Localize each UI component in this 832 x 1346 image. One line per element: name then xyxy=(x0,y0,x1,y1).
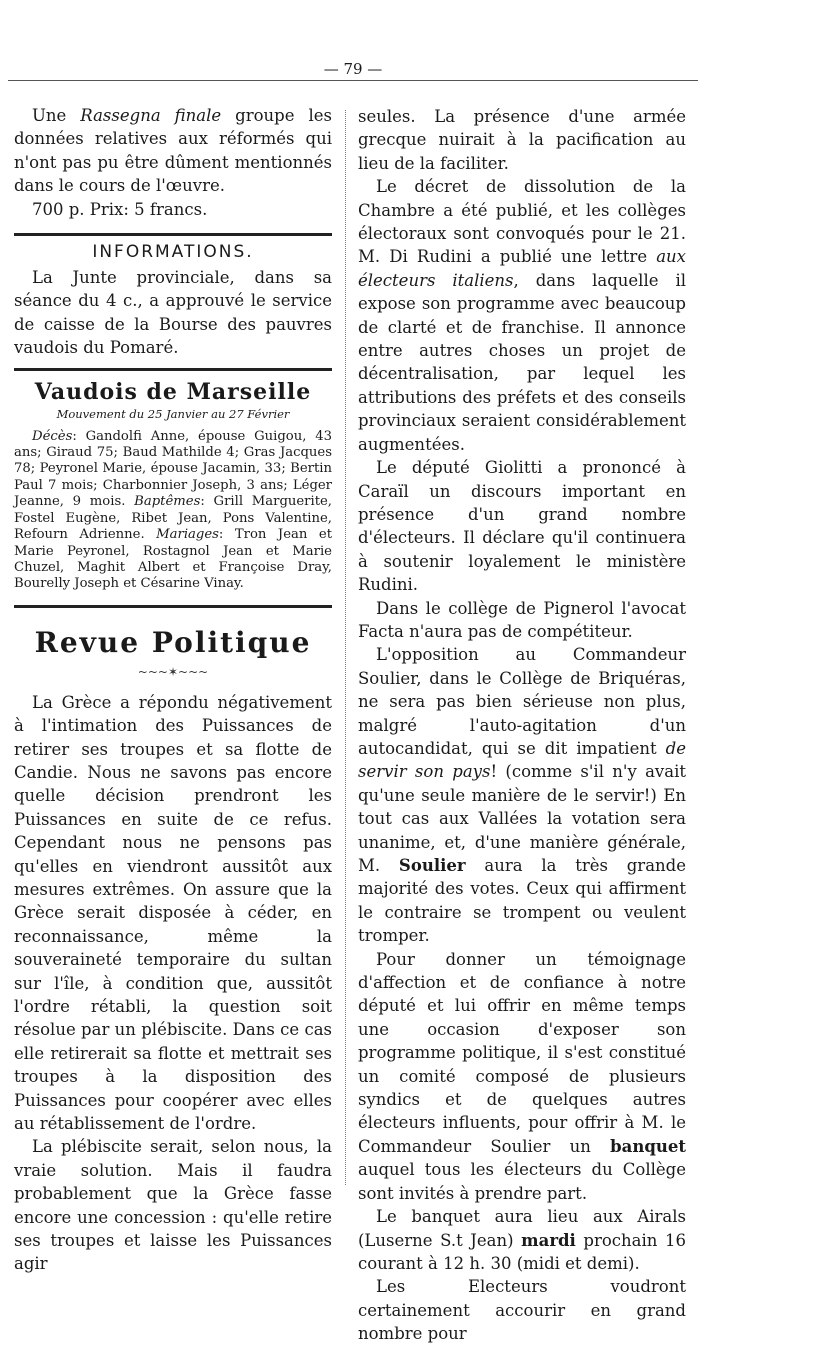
right-paragraph-2: Le décret de dissolution de la Chambre a été publié, et les collèges électoraux sont convoqués pour le 21. M. Di Rudini a publié une lettre aux électeurs italiens, dans laquelle il expose son programme avec beaucoup de clarté et de franchise. Il annonce entre autres choses un projet de décentralisation, par lequel les attributions des préfets et des conseils provinciaux seraient considérablement augmentées. xyxy=(358,177,686,454)
right-paragraph-3: Le député Giolitti a prononcé à Caraïl un discours important en présence d'un grand nombre d'électeurs. Il déclare qu'il continuera à soutenir loyalement le ministère Rudini. xyxy=(358,458,686,595)
marseille-title: Vaudois de Marseille xyxy=(34,378,312,405)
header-rule xyxy=(8,80,698,82)
right-paragraph-7: Le banquet aura lieu aux Airals (Luserne S.t Jean) mardi prochain 16 courant à 12 h. 30 (midi et demi). xyxy=(358,1207,686,1273)
page-number: — 79 — xyxy=(323,60,383,78)
ornament-icon: ~~~✶~~~ xyxy=(137,664,209,679)
marseille-text: Décès: Gandolfi Anne, épouse Guigou, 43 ans; Giraud 75; Baud Mathilde 4; Gras Jacques 78; Peyronel Marie, épouse Jacamin, 33; Bertin Paul 7 mois; Charbonnier Joseph, 3 ans; Léger Jeanne, 9 mois. Baptêmes: Grill Marguerite, Fostel Eugène, Ribet Jean, Pons Valentine, Refourn Adrienne. Mariages: Tron Jean et Marie Peyronel, Rostagnol Jean et Marie Chuzel, Maghit Albert et Françoise Dray, Bourelly Joseph et Césarine Vinay. xyxy=(14,428,332,592)
right-paragraph-4: Dans le collège de Pignerol l'avocat Facta n'aura pas de compétiteur. xyxy=(358,598,686,641)
rassegna-title: Rassegna finale xyxy=(80,106,222,125)
left-column xyxy=(14,104,332,1276)
section-rule xyxy=(14,368,332,371)
right-column xyxy=(358,105,686,1346)
right-paragraph-5: L'opposition au Commandeur Soulier, dans le Collège de Briquéras, ne sera pas bien sérieuse non plus, malgré l'auto-agitation d'un autocandidat, qui se dit impatient de servir son pays! (comme s'il n'y avait qu'une seule manière de le servir!) En tout cas aux Vallées la votation sera unanime, et, d'une manière générale, M. Soulier aura la très grande majorité des votes. Ceux qui affirment le contraire se trompent ou veulent tromper. xyxy=(358,645,686,946)
price-line: 700 p. Prix: 5 francs. xyxy=(32,199,208,219)
marseille-subtitle: Mouvement du 25 Janvier au 27 Février xyxy=(56,406,290,421)
informations-title: INFORMATIONS. xyxy=(92,242,254,263)
right-paragraph-8: Les Electeurs voudront certainement accourir en grand nombre pour xyxy=(358,1277,686,1344)
section-rule xyxy=(14,233,332,236)
revue-paragraph-1: La Grèce a répondu négativement à l'intimation des Puissances de retirer ses troupes et sa flotte de Candie. Nous ne savons pas encore quelle décision prendront les Puissances en suite de ce refus. Cependant nous ne pensons pas qu'elles en viendront aussitôt aux mesures extrêmes. On assure que la Grèce serait disposée à céder, en reconnaissance, même la souveraineté temporaire du sultan sur l'île, à condition que, aussitôt l'ordre rétabli, la question soit résolue par un plébiscite. Dans ce cas elle retirerait sa flotte et mettrait ses troupes à la disposition des Puissances pour coopérer avec elles au rétablissement de l'ordre. xyxy=(14,692,332,1134)
column-divider xyxy=(345,110,346,1185)
revue-paragraph-2: La plébiscite serait, selon nous, la vraie solution. Mais il faudra probablement que la Grèce fasse encore une concession : qu'elle retire ses troupes et laisse les Puissances agir xyxy=(14,1137,332,1274)
section-rule xyxy=(14,605,332,608)
intro-paragraph: Une Rassegna finale groupe les données relatives aux réformés qui n'ont pas pu être dûment mentionnés dans le cours de l'œuvre. xyxy=(14,106,333,196)
informations-text: La Junte provinciale, dans sa séance du 4 c., a approuvé le service de caisse de la Bourse des pauvres vaudois du Pomaré. xyxy=(14,268,332,358)
right-paragraph-1: seules. La présence d'une armée grecque nuirait à la pacification au lieu de la faciliter. xyxy=(358,107,686,173)
right-paragraph-6: Pour donner un témoignage d'affection et de confiance à notre député et lui offrir en même temps une occasion d'exposer son programme politique, il s'est constitué un comité composé de plusieurs syndics et de quelques autres électeurs influents, pour offrir à M. le Commandeur Soulier un banquet auquel tous les électeurs du Collège sont invités à prendre part. xyxy=(358,949,686,1203)
revue-title: Revue Politique xyxy=(34,625,312,659)
